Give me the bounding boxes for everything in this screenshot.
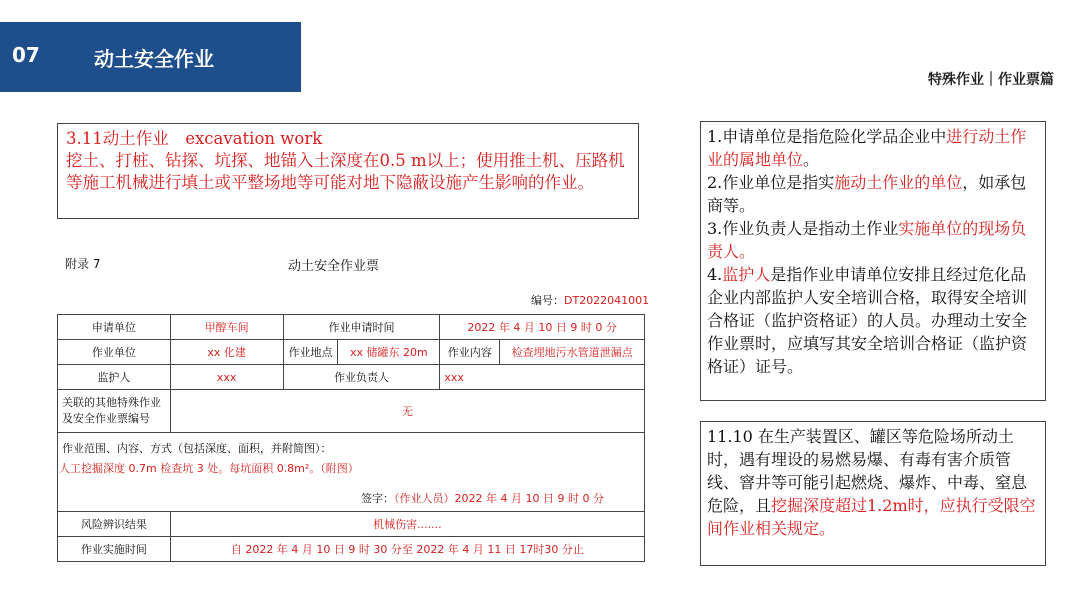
appendix-label: 附录 7 [65, 257, 101, 271]
definition-box [57, 123, 639, 219]
ticket-number-value: DT2022041001 [564, 294, 650, 307]
period-label: 作业实施时间 [58, 537, 171, 562]
table-row [58, 512, 645, 537]
apply-time-value: 2022 年 4 月 10 日 9 时 0 分 [440, 315, 645, 340]
apply-unit-label: 申请单位 [58, 315, 171, 340]
scope-cell [58, 433, 645, 512]
notes-box [700, 121, 1046, 401]
section-header [0, 22, 301, 92]
note-1: 1.申请单位是指危险化学品企业中进行动土作业的属地单位。 [707, 127, 1027, 169]
period-value: 自 2022 年 4 月 10 日 9 时 30 分至 2022 年 4 月 11 日 17时30 分止 [170, 537, 644, 562]
definition-body: 挖土、打桩、钻探、坑探、地锚入土深度在0.5 m以上；使用推土机、压路机等施工机械进行填土或平整场地等可能对地下隐蔽设施产生影响的作业。 [66, 151, 625, 192]
category-tag: 特殊作业｜作业票篇 [928, 72, 1054, 88]
sign-label: 签字： [361, 492, 395, 505]
clause-box [700, 421, 1046, 566]
table-row [58, 537, 645, 562]
apply-unit-value: 甲醇车间 [170, 315, 283, 340]
guardian-label: 监护人 [58, 365, 171, 390]
related-label-line-2: 及安全作业票编号 [62, 412, 150, 425]
clause-highlight: 挖掘深度超过1.2m时，应执行受限空间作业相关规定。 [707, 496, 1036, 538]
work-permit-table [57, 314, 645, 562]
related-value: 无 [170, 390, 644, 433]
related-label [58, 390, 171, 433]
leader-value: xxx [440, 365, 645, 390]
sign-value: （作业人员）2022 年 4 月 10 日 9 时 0 分 [394, 492, 604, 505]
location-value: xx 储罐东 20m [338, 340, 440, 365]
table-row [58, 390, 645, 433]
table-row [58, 365, 645, 390]
risk-value: 机械伤害....... [170, 512, 644, 537]
apply-time-label: 作业申请时间 [283, 315, 440, 340]
work-unit-value: xx 化建 [170, 340, 283, 365]
location-label: 作业地点 [283, 340, 338, 365]
related-label-line-1: 关联的其他特殊作业 [62, 396, 161, 409]
section-title: 动土安全作业 [94, 47, 214, 71]
ticket-number-label: 编号： [531, 294, 564, 307]
ticket-title: 动土安全作业票 [288, 259, 380, 274]
note-3: 3.作业负责人是指动土作业实施单位的现场负责人。 [707, 219, 1027, 261]
section-number: 07 [12, 43, 40, 67]
scope-label: 作业范围、内容、方式（包括深度、面积，并附简图）： [62, 442, 332, 455]
clause-text: 11.10 在生产装置区、罐区等危险场所动土时，遇有埋设的易燃易爆、有毒有害介质管线、窨井等可能引起燃烧、爆炸、中毒、窒息危险，且 [707, 427, 1028, 515]
sign-line [62, 489, 640, 509]
content-label: 作业内容 [440, 340, 500, 365]
scope-value: 人工挖掘深度 0.7m 检查坑 3 处。每坑面积 0.8m²。（附图） [59, 462, 359, 475]
definition-title: 3.11动土作业 excavation work [66, 129, 323, 148]
table-row [58, 315, 645, 340]
guardian-value: xxx [170, 365, 283, 390]
leader-label: 作业负责人 [283, 365, 440, 390]
work-unit-label: 作业单位 [58, 340, 171, 365]
note-4: 4.监护人是指作业申请单位安排且经过危化品企业内部监护人安全培训合格，取得安全培训合格证（监护资格证）的人员。办理动土安全作业票时，应填写其安全培训合格证（监护资格证）证号。 [707, 265, 1028, 376]
content-value: 检查埋地污水管道泄漏点 [500, 340, 645, 365]
note-2: 2.作业单位是指实施动土作业的单位，如承包商等。 [707, 173, 1027, 215]
table-row [58, 433, 645, 512]
risk-label: 风险辨识结果 [58, 512, 171, 537]
table-row [58, 340, 645, 365]
ticket-number [531, 292, 649, 308]
